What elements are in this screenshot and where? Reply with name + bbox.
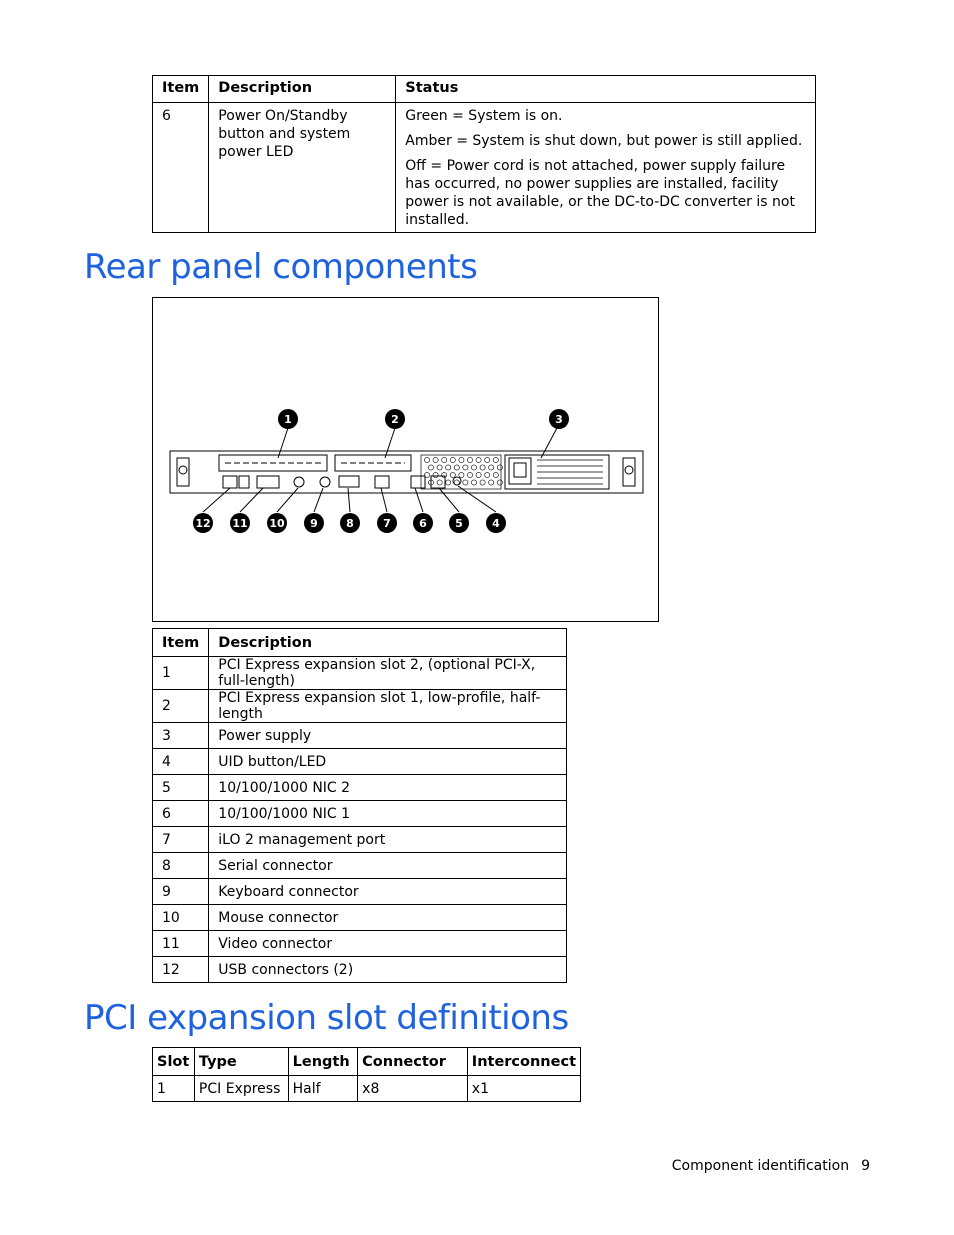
cell-description: iLO 2 management port — [209, 827, 567, 853]
table-row — [153, 1076, 581, 1102]
cell-item: 5 — [153, 775, 209, 801]
cell-item: 7 — [153, 827, 209, 853]
cell-item: 4 — [153, 749, 209, 775]
callout-12 — [193, 513, 213, 533]
power-status-table — [152, 75, 816, 233]
svg-text:5: 5 — [455, 517, 463, 530]
table-row — [153, 657, 567, 690]
svg-text:11: 11 — [232, 517, 248, 530]
table-row — [153, 931, 567, 957]
callout-2 — [385, 409, 405, 429]
table-row — [153, 775, 567, 801]
table-row — [153, 905, 567, 931]
table-header-row — [153, 76, 816, 103]
cell-item: 10 — [153, 905, 209, 931]
col-header-item: Item — [153, 76, 209, 103]
cell-length: Half — [288, 1076, 358, 1102]
rear-panel-figure — [152, 297, 659, 622]
cell-description: Power supply — [209, 723, 567, 749]
col-header-interconnect: Interconnect — [467, 1048, 580, 1076]
callout-5 — [449, 513, 469, 533]
table-row — [153, 827, 567, 853]
col-header-description: Description — [209, 629, 567, 657]
svg-text:4: 4 — [492, 517, 500, 530]
page-footer — [650, 1158, 870, 1174]
cell-description: Mouse connector — [209, 905, 567, 931]
rear-panel-diagram — [153, 298, 658, 621]
svg-text:2: 2 — [391, 413, 399, 426]
table-header-row — [153, 1048, 581, 1076]
cell-description: UID button/LED — [209, 749, 567, 775]
table-header-row — [153, 629, 567, 657]
table-row — [153, 723, 567, 749]
table-row — [153, 801, 567, 827]
svg-text:12: 12 — [195, 517, 211, 530]
col-header-connector: Connector — [358, 1048, 468, 1076]
cell-item: 2 — [153, 690, 209, 723]
pci-slot-heading: PCI expansion slot definitions — [84, 998, 569, 1038]
callout-10 — [267, 513, 287, 533]
cell-description: 10/100/1000 NIC 2 — [209, 775, 567, 801]
cell-slot: 1 — [153, 1076, 195, 1102]
svg-text:10: 10 — [269, 517, 285, 530]
svg-text:7: 7 — [383, 517, 391, 530]
callout-7 — [377, 513, 397, 533]
cell-item: 9 — [153, 879, 209, 905]
svg-text:1: 1 — [284, 413, 292, 426]
cell-item: 3 — [153, 723, 209, 749]
cell-description: Serial connector — [209, 853, 567, 879]
callout-4 — [486, 513, 506, 533]
col-header-length: Length — [288, 1048, 358, 1076]
cell-item: 12 — [153, 957, 209, 983]
cell-item: 6 — [153, 801, 209, 827]
callout-3 — [549, 409, 569, 429]
table-row — [153, 853, 567, 879]
status-green: Green = System is on. — [405, 108, 563, 124]
cell-item: 6 — [153, 103, 209, 233]
rear-panel-table — [152, 628, 567, 983]
callout-9 — [304, 513, 324, 533]
status-amber: Amber = System is shut down, but power is still applied. — [405, 133, 803, 149]
col-header-item: Item — [153, 629, 209, 657]
table-row — [153, 103, 816, 233]
callout-8 — [340, 513, 360, 533]
cell-description: USB connectors (2) — [209, 957, 567, 983]
col-header-description: Description — [209, 76, 396, 103]
cell-item: 11 — [153, 931, 209, 957]
cell-interconnect: x1 — [467, 1076, 580, 1102]
svg-text:3: 3 — [555, 413, 563, 426]
table-row — [153, 690, 567, 723]
cell-description: PCI Express expansion slot 1, low-profile, half-length — [209, 690, 567, 723]
callout-1 — [278, 409, 298, 429]
cell-description: Power On/Standby button and system power LED — [209, 103, 396, 233]
col-header-type: Type — [194, 1048, 288, 1076]
cell-description: Keyboard connector — [209, 879, 567, 905]
pci-slot-table — [152, 1047, 581, 1102]
cell-item: 8 — [153, 853, 209, 879]
callout-6 — [413, 513, 433, 533]
table-row — [153, 879, 567, 905]
col-header-slot: Slot — [153, 1048, 195, 1076]
cell-description: 10/100/1000 NIC 1 — [209, 801, 567, 827]
cell-item: 1 — [153, 657, 209, 690]
cell-connector: x8 — [358, 1076, 468, 1102]
col-header-status: Status — [396, 76, 816, 103]
cell-status — [396, 103, 816, 233]
svg-text:6: 6 — [419, 517, 427, 530]
table-row — [153, 749, 567, 775]
cell-description: Video connector — [209, 931, 567, 957]
svg-text:9: 9 — [310, 517, 318, 530]
cell-description: PCI Express expansion slot 2, (optional PCI-X, full-length) — [209, 657, 567, 690]
svg-text:8: 8 — [346, 517, 354, 530]
callout-11 — [230, 513, 250, 533]
cell-type: PCI Express — [194, 1076, 288, 1102]
footer-section-title: Component identification — [671, 1158, 850, 1174]
rear-panel-heading: Rear panel components — [84, 247, 478, 287]
table-row — [153, 957, 567, 983]
page-number: 9 — [861, 1158, 870, 1174]
status-off: Off = Power cord is not attached, power supply failure has occurred, no power supplies are installed, facility power is not available, or the DC-to-DC converter is not installed. — [405, 158, 795, 228]
